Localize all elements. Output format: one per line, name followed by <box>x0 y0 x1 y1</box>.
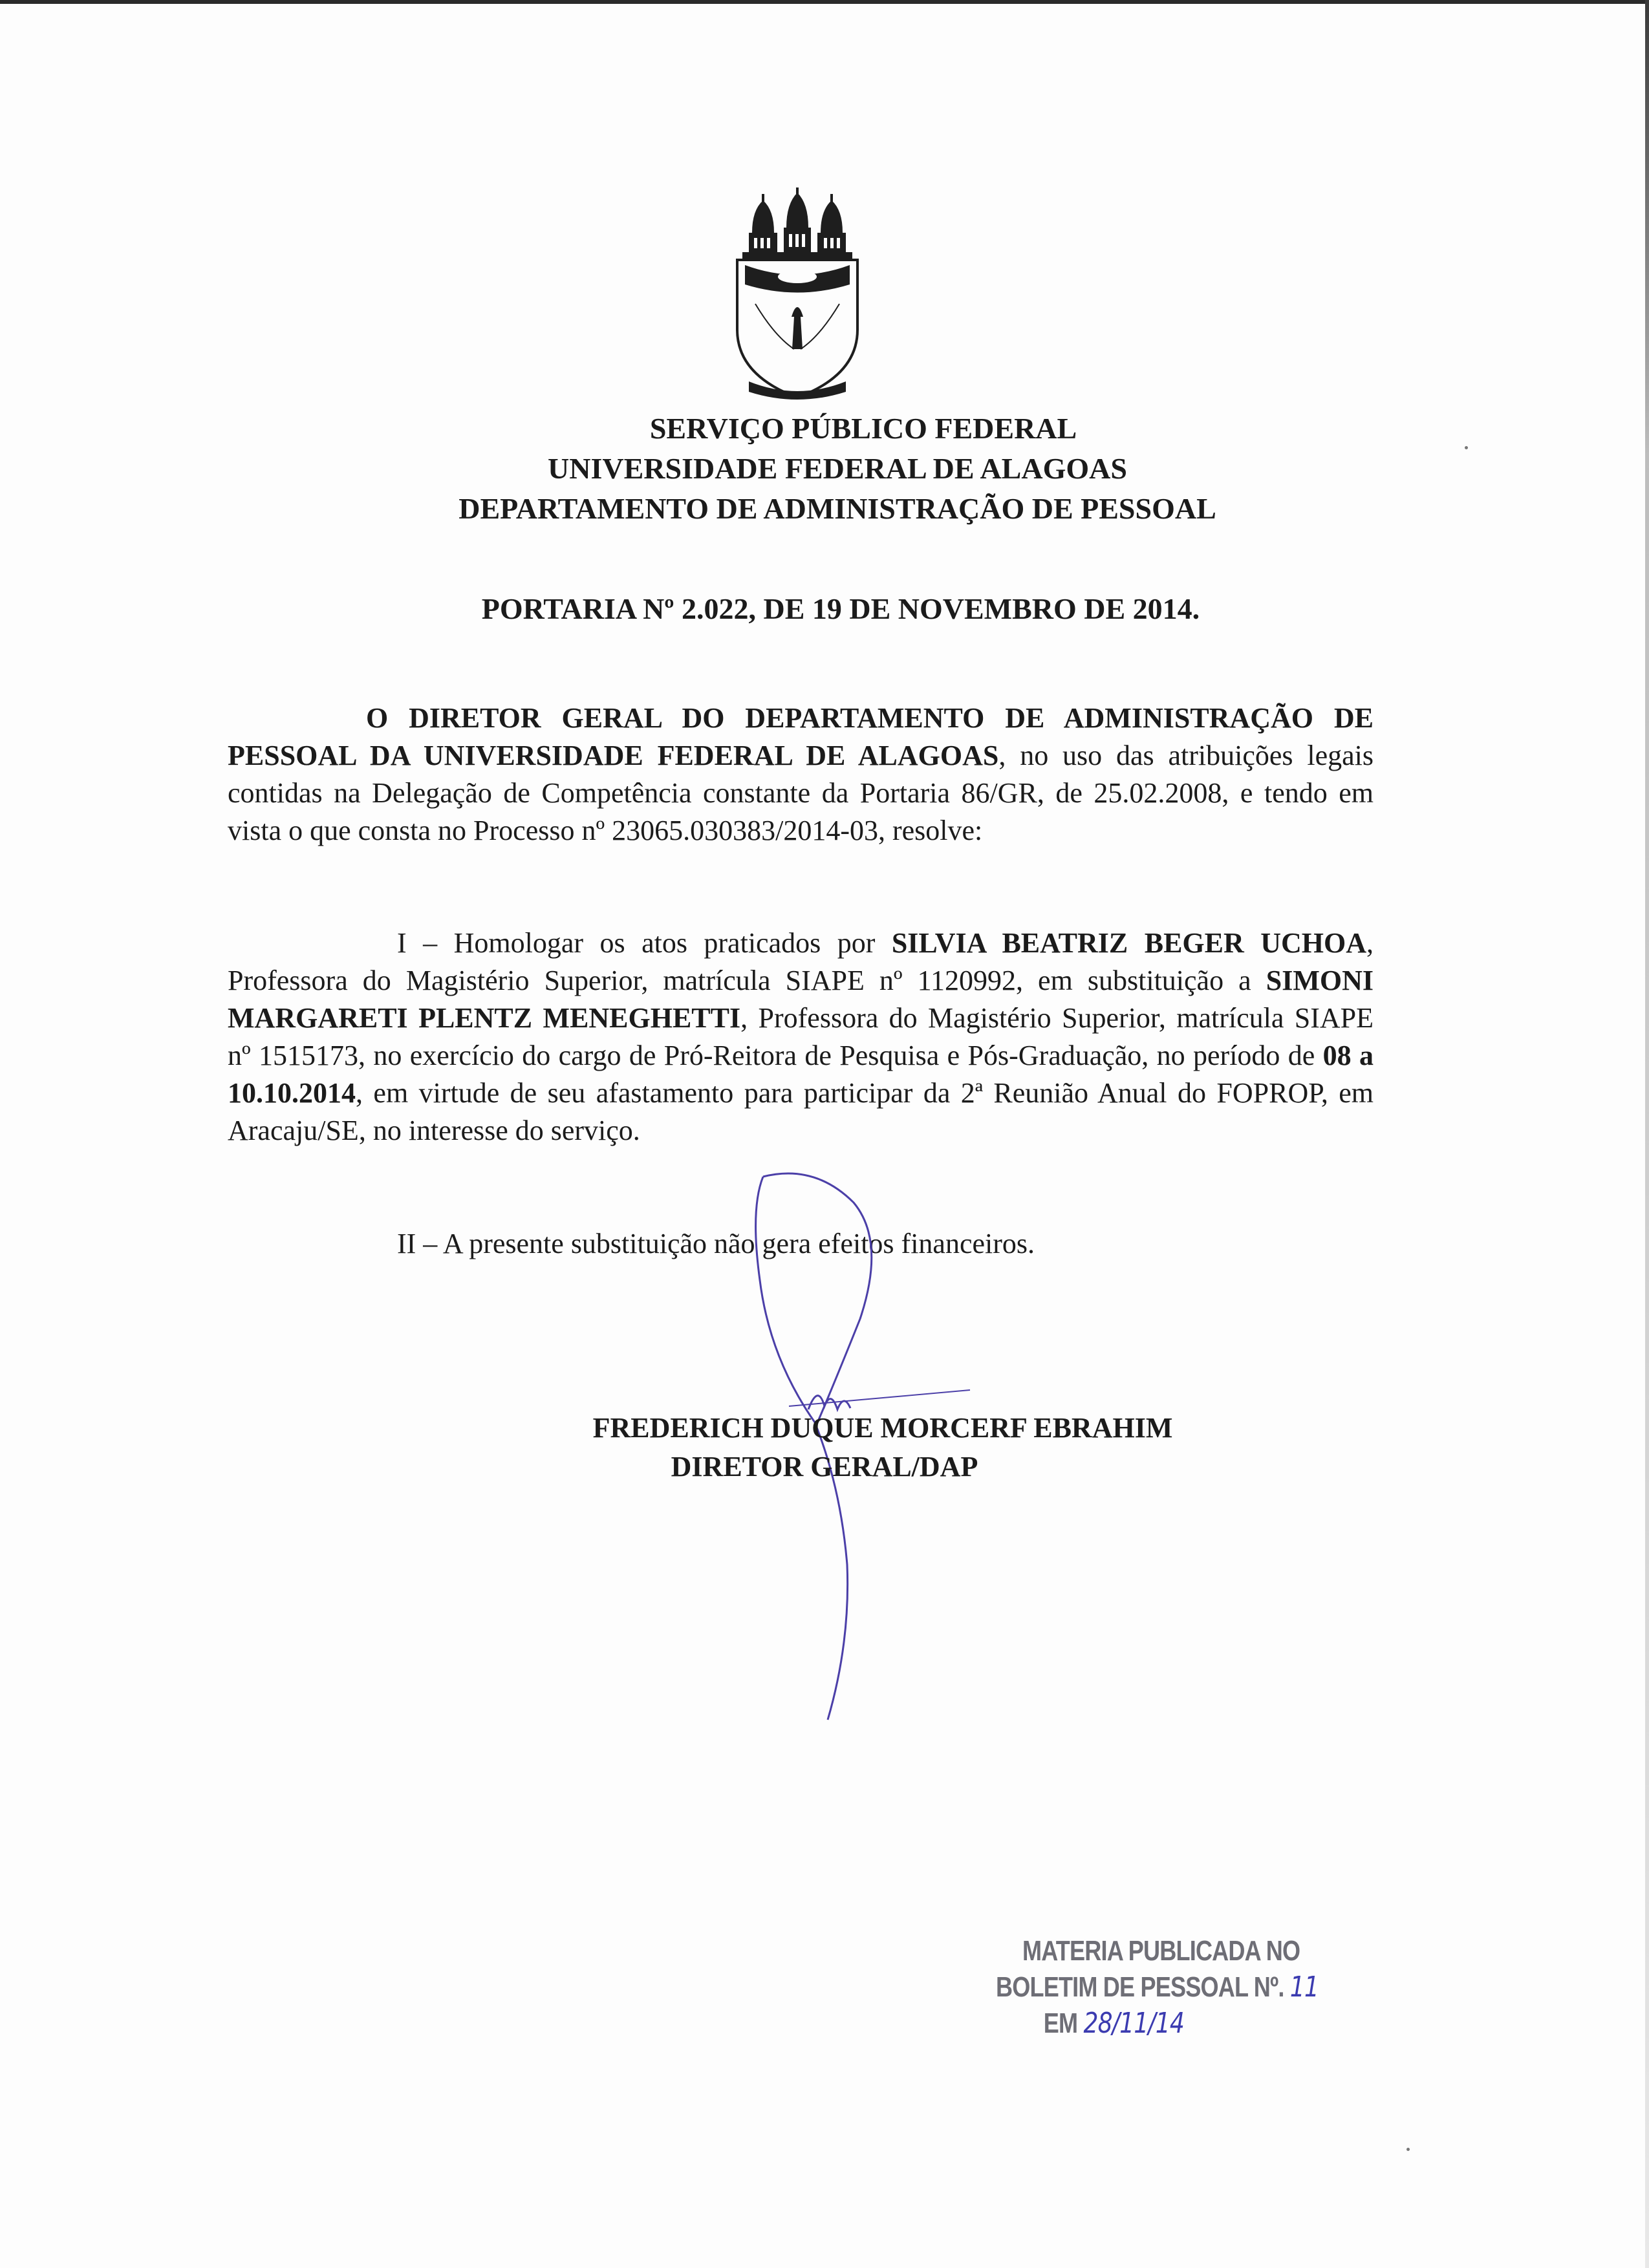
signatory-name: FREDERICH DUQUE MORCERF EBRAHIM <box>592 1412 1173 1444</box>
stamp-date-label: EM <box>1043 2007 1078 2039</box>
university-crest-logo <box>729 187 865 407</box>
stamp-bulletin-number: 11 <box>1289 1971 1319 2004</box>
stamp-date: 28/11/14 <box>1083 2007 1184 2040</box>
document-title: PORTARIA Nº 2.022, DE 19 DE NOVEMBRO DE 2014. <box>481 592 1200 625</box>
header-line-2: UNIVERSIDADE FEDERAL DE ALAGOAS <box>548 452 1127 485</box>
article-1-prefix: I – Homologar os atos praticados por <box>397 927 892 959</box>
header-line-1: SERVIÇO PÚBLICO FEDERAL <box>649 412 1077 445</box>
publication-stamp <box>996 1933 1319 2042</box>
article-1-mid-1: , Professora do Magistério Superior, matrícula SIAPE nº 1120992, em substituição a <box>228 927 1374 996</box>
scan-speck <box>1465 446 1468 449</box>
signatory-role: DIRETOR GERAL/DAP <box>671 1451 978 1482</box>
institution-header <box>0 409 1649 529</box>
article-1 <box>228 925 1374 1150</box>
substituted-name: SIMONI MARGARETI PLENTZ MENEGHETTI <box>228 965 1374 1034</box>
header-line-3: DEPARTAMENTO DE ADMINISTRAÇÃO DE PESSOAL <box>458 492 1216 525</box>
stamp-line-1: MATERIA PUBLICADA NO <box>1022 1935 1300 1967</box>
scan-speck <box>1406 2148 1410 2151</box>
stamp-bulletin-label: BOLETIM DE PESSOAL Nº. <box>996 1971 1284 2003</box>
article-1-mid-2: , Professora do Magistério Superior, matrícula SIAPE nº 1515173, no exercício do cargo de Pró-Reitora de Pesquisa e Pós-Graduação, no período de <box>228 1002 1374 1071</box>
scan-edge <box>0 0 1649 4</box>
intro-authority: O DIRETOR GERAL DO DEPARTAMENTO DE ADMINISTRAÇÃO DE PESSOAL DA UNIVERSIDADE FEDERAL DE ALAGOAS <box>228 702 1374 771</box>
substitute-name: SILVIA BEATRIZ BEGER UCHOA <box>891 927 1367 959</box>
substitution-period: 08 a 10.10.2014 <box>228 1040 1374 1109</box>
scan-edge-right <box>1645 0 1649 2268</box>
article-1-suffix: , em virtude de seu afastamento para participar da 2ª Reunião Anual do FOPROP, em Aracaju/SE, no interesse do serviço. <box>228 1077 1374 1146</box>
intro-text: , no uso das atribuições legais contidas na Delegação de Competência constante da Portaria 86/GR, de 25.02.2008, e tendo em vista o que consta no Processo nº 23065.030383/2014-03, resolve: <box>228 740 1374 846</box>
intro-paragraph <box>228 700 1374 850</box>
article-2-text: II – A presente substituição não gera efeitos financeiros. <box>397 1228 1035 1259</box>
